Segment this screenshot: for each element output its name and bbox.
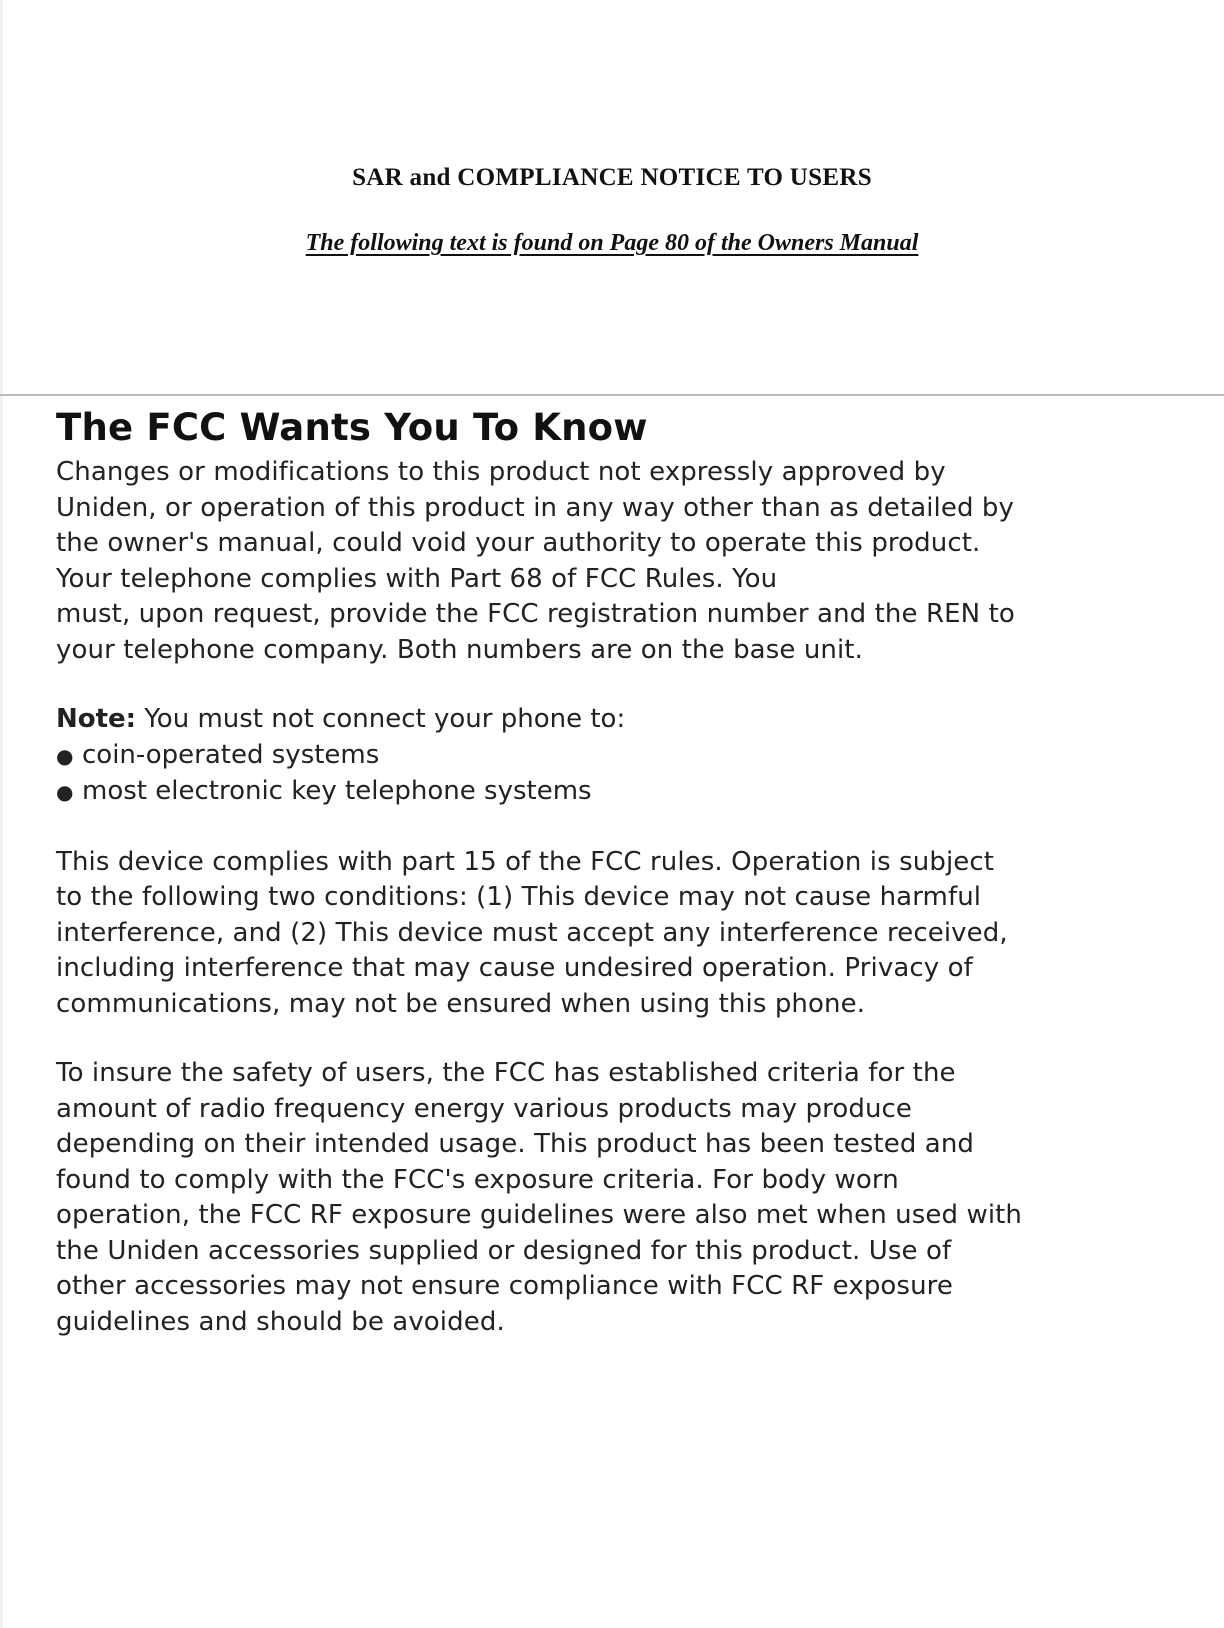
horizontal-divider — [0, 394, 1224, 396]
paragraph-rf-exposure: To insure the safety of users, the FCC has established criteria for the amount of radio frequency energy various products may produce depending on their intended usage. This product has been tested and found to comply with the FCC's exposure criteria. For body worn operation, the FCC RF exposure guidelines were also met when used with the Uniden accessories supplied or designed for this product. Use of other accessories may not ensure compliance with FCC RF exposure guidelines and should be avoided. — [56, 1058, 1023, 1337]
manual-excerpt — [56, 406, 1116, 1340]
document-subtitle: The following text is found on Page 80 of the Owners Manual — [305, 230, 919, 256]
paragraph-modifications: Changes or modifications to this product not expressly approved by Uniden, or operation of this product in any way other than as detailed by the owner's manual, could void your authority to operate this product. Your telephone complies with Part 68 of FCC Rules. You must, upon request, provide the FCC registration number and the REN to your telephone company. Both numbers are on the base unit. — [56, 457, 1015, 665]
note-line — [56, 702, 1116, 738]
paragraph-part15: This device complies with part 15 of the FCC rules. Operation is subject to the following two conditions: (1) This device may not cause harmful interference, and (2) This device must accept any interference received, including interference that may cause undesired operation. Privacy of communications, may not be ensured when using this phone. — [56, 846, 1008, 1019]
list-item-label: most electronic key telephone systems — [82, 776, 592, 806]
list-item — [56, 774, 1116, 811]
bullet-list — [56, 738, 1116, 811]
list-item-label: coin-operated systems — [82, 739, 380, 770]
note-label: Note: — [56, 704, 137, 734]
note-text: You must not connect your phone to: — [136, 704, 626, 734]
bullet-icon: ● — [56, 780, 74, 804]
list-item — [56, 738, 1116, 775]
document-title: SAR and COMPLIANCE NOTICE TO USERS — [352, 164, 872, 191]
section-heading: The FCC Wants You To Know — [56, 406, 648, 449]
bullet-icon: ● — [56, 743, 74, 768]
